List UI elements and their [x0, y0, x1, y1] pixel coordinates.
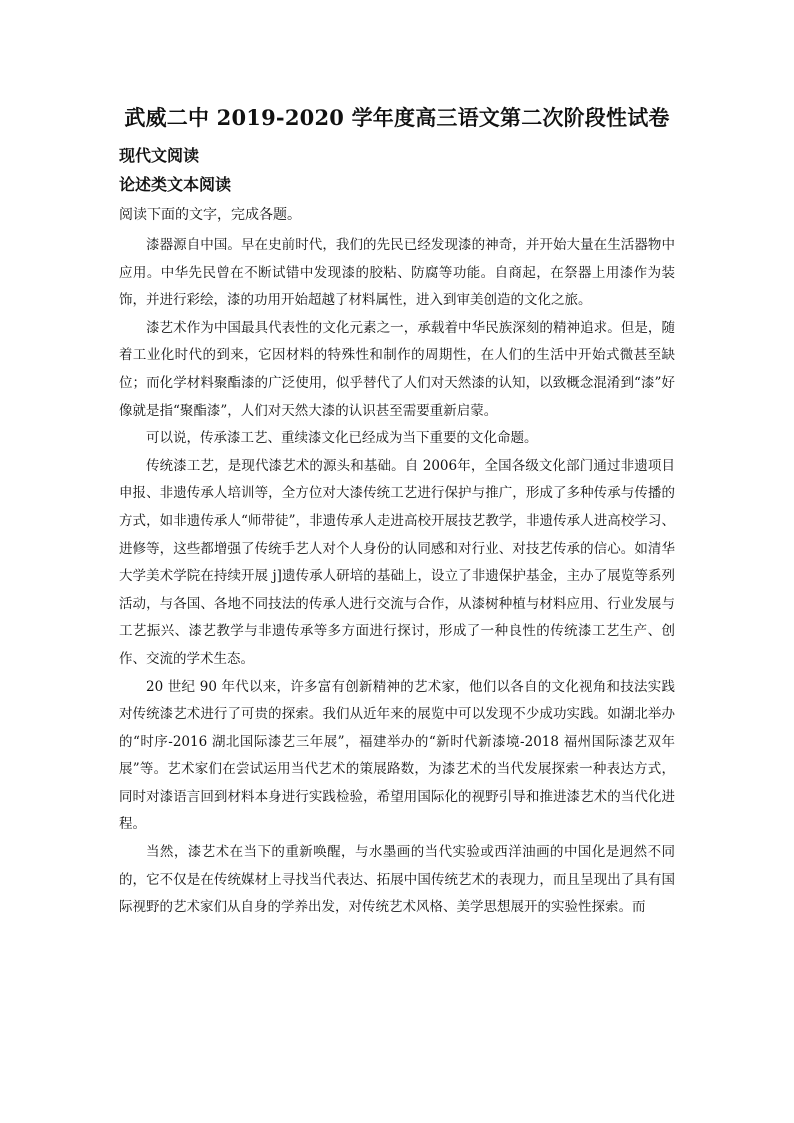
- exam-title: 武威二中 2019-2020 学年度高三语文第二次阶段性试卷: [124, 105, 670, 130]
- reading-instruction: 阅读下面的文字，完成各题。: [119, 207, 301, 223]
- passage-paragraph-5: 20 世纪 90 年代以来，许多富有创新精神的艺术家，他们以各自的文化视角和技法实践对传统漆艺术进行了可贵的探索。我们从近年来的展览中可以发现不少成功实践。如湖北举办的“时序-2016 湖北国际漆艺三年展”，福建举办的“新时代新漆境-2018 福州国际漆艺双年展”等。艺术家们在尝试运用当代艺术的策展路数，为漆艺术的当代发展探索一种表达方式，同时对漆语言回到材料本身进行实践检验，希望用国际化的视野引导和推进漆艺术的当代化进程。: [119, 678, 675, 833]
- passage-paragraph-3: 可以说，传承漆工艺、重续漆文化已经成为当下重要的文化命题。: [146, 430, 538, 447]
- reading-passage: [119, 232, 675, 922]
- passage-paragraph-2: 漆艺术作为中国最具代表性的文化元素之一，承载着中华民族深刻的精神追求。但是，随着工业化时代的到来，它因材料的特殊性和制作的周期性，在人们的生活中开始式微甚至缺位；而化学材料聚酯漆的广泛使用，似乎替代了人们对天然漆的认知，以致概念混淆到“漆”好像就是指“聚酯漆”，人们对天然大漆的认识甚至需要重新启蒙。: [119, 319, 675, 419]
- section-heading: 现代文阅读: [119, 146, 200, 165]
- subsection-heading: 论述类文本阅读: [119, 175, 232, 194]
- passage-paragraph-4: 传统漆工艺，是现代漆艺术的源头和基础。自 2006年，全国各级文化部门通过非遗项目申报、非遗传承人培训等，全方位对大漆传统工艺进行保护与推广，形成了多种传承与传播的方式，如非遗传承人“师带徒”，非遗传承人走进高校开展技艺教学，非遗传承人进高校学习、进修等，这些都增强了传统手艺人对个人身份的认同感和对行业、对技艺传承的信心。如清华大学美术学院在持续开展 j]遗传承人研培的基础上，设立了非遗保护基金，主办了展览等系列活动，与各国、各地不同技法的传承人进行交流与合作，从漆树种植与材料应用、行业发展与工艺振兴、漆艺教学与非遗传承等多方面进行探讨，形成了一种良性的传统漆工艺生产、创作、交流的学术生态。: [119, 457, 675, 667]
- passage-paragraph-6: 当然，漆艺术在当下的重新唤醒，与水墨画的当代实验或西洋油画的中国化是迥然不同的，它不仅是在传统媒材上寻找当代表达、拓展中国传统艺术的表现力，而且呈现出了具有国际视野的艺术家们从自身的学养出发，对传统艺术风格、美学思想展开的实验性探索。而: [119, 844, 675, 916]
- passage-paragraph-1: 漆器源自中国。早在史前时代，我们的先民已经发现漆的神奇，并开始大量在生活器物中应用。中华先民曾在不断试错中发现漆的胶粘、防腐等功能。自商起，在祭器上用漆作为装饰，并进行彩绘，漆的功用开始超越了材料属性，进入到审美创造的文化之旅。: [119, 237, 675, 309]
